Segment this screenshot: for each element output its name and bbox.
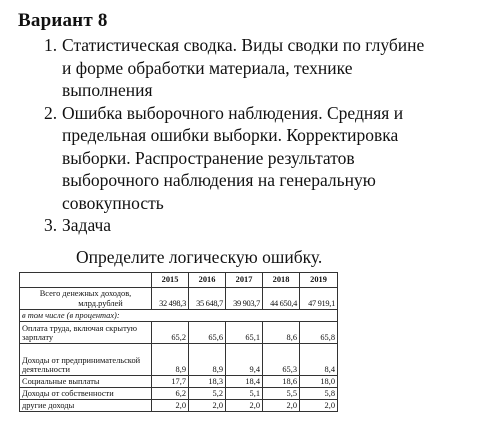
task-line: предельная ошибки выборки. Корректировка: [62, 125, 399, 145]
table-cell-value: 18,3: [189, 376, 226, 388]
table-cell-value: 6,2: [152, 388, 189, 400]
table-header-year: 2015: [152, 273, 189, 288]
table-cell-value: 8,9: [152, 344, 189, 376]
table-cell-value: 8,4: [300, 344, 338, 376]
table-cell-value: 5,2: [189, 388, 226, 400]
table-cell-value: 2,0: [263, 400, 300, 412]
task-line: Ошибка выборочного наблюдения. Средняя и: [62, 102, 404, 123]
table-cell-value: 44 650,4: [263, 288, 300, 310]
table-cell-label: Оплата труда, включая скрытую зарплату: [20, 322, 152, 344]
table-header-empty: [20, 273, 152, 288]
table-cell-value: 2,0: [152, 400, 189, 412]
table-row: [20, 322, 338, 344]
table-row: [20, 344, 338, 376]
task-text: [62, 102, 474, 215]
task-line: выборки. Распространение результатов: [62, 147, 355, 168]
task-line: выборочного наблюдения на генеральную: [62, 170, 376, 190]
task-item-3: [44, 214, 474, 237]
table-cell-value: 65,2: [152, 322, 189, 344]
task-line: и форме обработки материала, технике: [62, 57, 353, 78]
variant-title: Вариант 8: [18, 10, 108, 31]
table-cell-value: 18,6: [263, 376, 300, 388]
task-number: 1.: [44, 35, 58, 55]
table-cell-value: 18,4: [226, 376, 263, 388]
table-cell-value: 65,1: [226, 322, 263, 344]
table-row-subheader: [20, 310, 338, 322]
task-line: выполнения: [62, 80, 153, 100]
table-cell-value: 2,0: [226, 400, 263, 412]
table-cell-value: 9,4: [226, 344, 263, 376]
task-text: [62, 214, 474, 237]
table-header-year: 2019: [300, 273, 338, 288]
table-cell-label: другие доходы: [20, 400, 152, 412]
table-cell-label: Доходы от предпринимательской деятельности: [20, 344, 152, 376]
task-item-1: [44, 34, 474, 102]
table-header-row: [20, 273, 338, 288]
table-row-total: [20, 288, 338, 310]
task-number: 2.: [44, 102, 58, 123]
table-cell-value: 32 498,3: [152, 288, 189, 310]
table-row: [20, 388, 338, 400]
table-cell-value: 5,1: [226, 388, 263, 400]
task-list: [44, 34, 474, 237]
table-subheader: в том числе (в процентах):: [20, 310, 338, 322]
total-label-line2: млрд.рублей: [78, 298, 123, 308]
task-text: [62, 34, 474, 102]
table-cell-value: 65,6: [189, 322, 226, 344]
table-cell-value: 2,0: [189, 400, 226, 412]
table-row: [20, 376, 338, 388]
task-line: Задача: [62, 215, 112, 235]
table-cell-value: 65,3: [263, 344, 300, 376]
income-table: [19, 272, 338, 412]
table-cell-value: 5,5: [263, 388, 300, 400]
table-cell-label: Социальные выплаты: [20, 376, 152, 388]
table-cell-value: 17,7: [152, 376, 189, 388]
table-cell-label: [20, 288, 152, 310]
table-cell-value: 18,0: [300, 376, 338, 388]
table-cell-label: Доходы от собственности: [20, 388, 152, 400]
table-cell-value: 39 903,7: [226, 288, 263, 310]
table-cell-value: 2,0: [300, 400, 338, 412]
table-header-year: 2016: [189, 273, 226, 288]
table-cell-value: 8,9: [189, 344, 226, 376]
table-cell-value: 35 648,7: [189, 288, 226, 310]
task-instruction: Определите логическую ошибку.: [76, 247, 323, 267]
task-item-2: [44, 102, 474, 215]
table-row: [20, 400, 338, 412]
table-cell-value: 5,8: [300, 388, 338, 400]
table-header-year: 2017: [226, 273, 263, 288]
total-label-line1: Всего денежных доходов,: [39, 288, 132, 298]
table-cell-value: 47 919,1: [300, 288, 338, 310]
task-number: 3.: [44, 215, 58, 235]
task-line: Статистическая сводка. Виды сводки по глубине: [62, 35, 425, 55]
table-header-year: 2018: [263, 273, 300, 288]
table-cell-value: 65,8: [300, 322, 338, 344]
table-cell-value: 8,6: [263, 322, 300, 344]
task-line: совокупность: [62, 192, 164, 213]
